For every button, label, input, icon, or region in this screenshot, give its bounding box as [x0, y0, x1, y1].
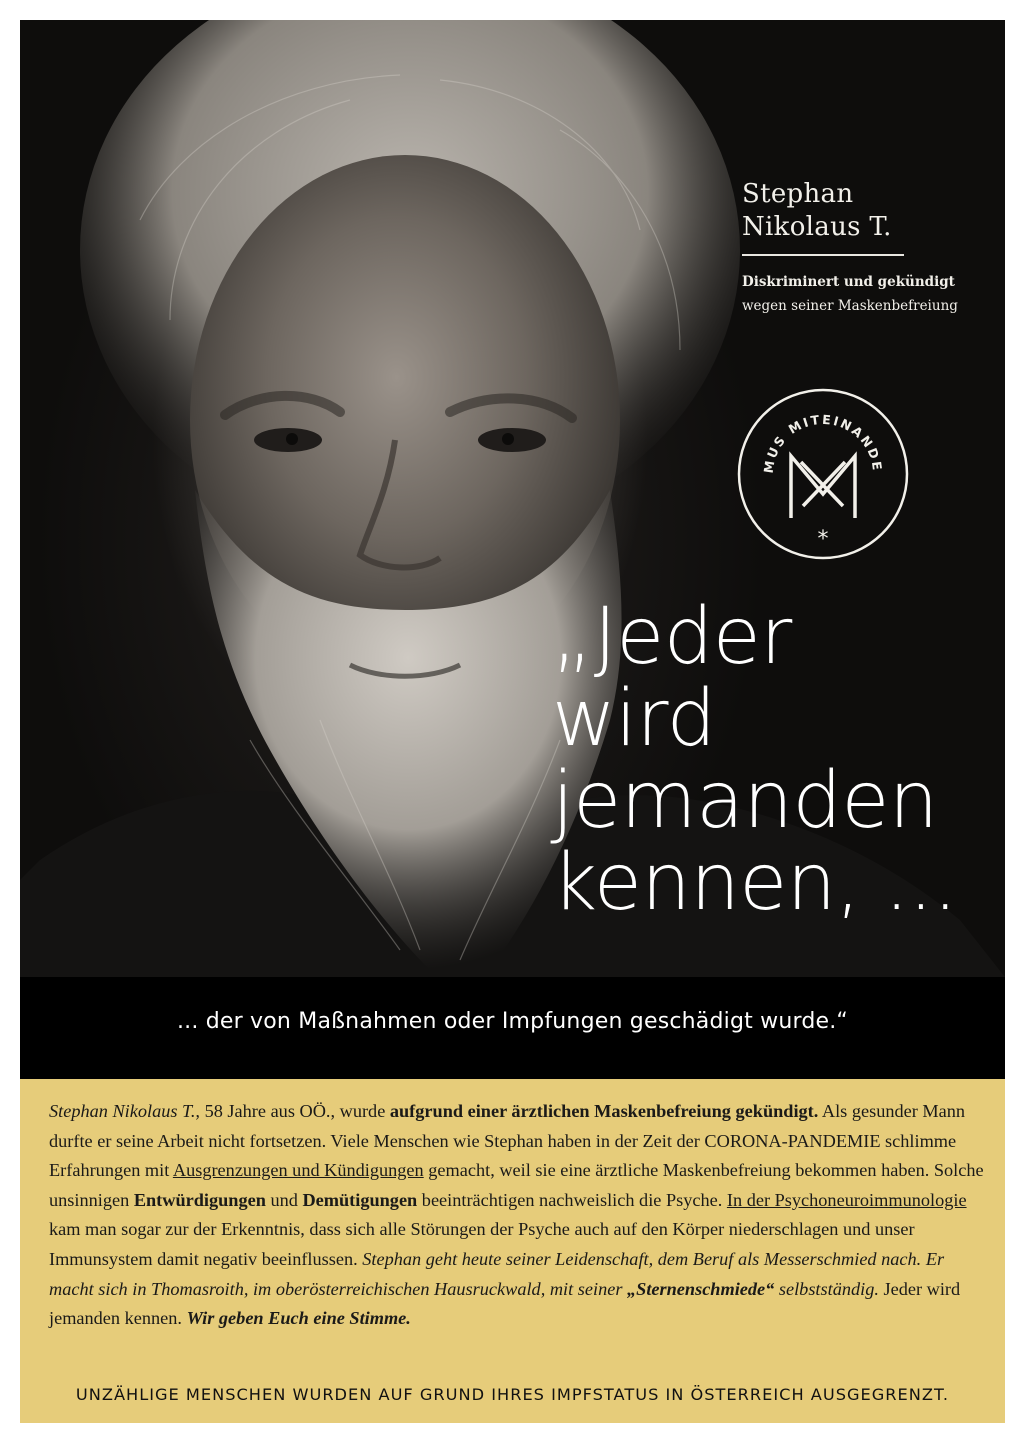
badge-star: * — [817, 527, 829, 552]
portrait-photo — [20, 20, 1005, 977]
headline-quote — [552, 592, 958, 928]
story-text-3: gemacht, weil sie eine ärztliche Maskenbefreiung bekommen haben. Solche unsinnigen — [49, 1160, 984, 1210]
poster — [20, 20, 1005, 1423]
story-text-7: Jeder wird jemanden kennen. — [49, 1278, 961, 1329]
story-text-1: 58 Jahre aus OÖ., wurde — [200, 1101, 390, 1121]
story-italic-1: Stephan geht heute seiner Leidenschaft, dem Beruf als Messerschmied nach. Er macht sich in Thomasroith, im oberösterreichischen Hausruckwald, mit seiner — [49, 1248, 945, 1299]
story-bolditalic-1: „Sternenschmiede“ — [627, 1278, 775, 1299]
logo-badge — [735, 386, 911, 562]
logo-icon — [735, 386, 911, 562]
person-subtitle: wegen seiner Maskenbefreiung — [742, 297, 958, 314]
story-text-5: kam man sogar zur der Erkenntnis, dass sich alle Störungen der Psyche auch auf den Körper niederschlagen und unser Immunsystem damit negativ beeinflussen. — [49, 1219, 915, 1269]
story-closing: Wir geben Euch eine Stimme. — [186, 1308, 411, 1329]
person-name-first: Stephan — [742, 179, 854, 209]
story-link-exclusion[interactable]: Ausgrenzungen und Kündigungen — [172, 1160, 424, 1181]
divider — [742, 254, 904, 256]
quote-line-1: „Jeder — [552, 592, 792, 682]
person-name-last: Nikolaus T. — [742, 212, 892, 242]
story-link-pni[interactable]: In der Psychoneuroimmunologie — [726, 1189, 967, 1210]
story-bold-2: Demütigungen — [302, 1189, 418, 1210]
story-bold-1: Entwürdigungen — [133, 1189, 266, 1210]
quote-line-3: jemanden — [552, 756, 938, 846]
footer-statement: UNZÄHLIGE MENSCHEN WURDEN AUF GRUND IHRES IMPFSTATUS IN ÖSTERREICH AUSGEGRENZT. — [75, 1385, 950, 1404]
quote-continuation-bar — [20, 977, 1005, 1079]
story-key-fact: aufgrund einer ärztlichen Maskenbefreiung gekündigt. — [389, 1101, 819, 1121]
person-info — [742, 178, 982, 318]
story-panel — [20, 1079, 1005, 1423]
story-text — [49, 1097, 984, 1334]
story-name: Stephan Nikolaus T., — [49, 1101, 200, 1121]
quote-line-4: kennen, ... — [552, 838, 958, 928]
person-subtitle-bold: Diskriminert und gekündigt — [742, 273, 955, 290]
story-text-2: Als gesunder Mann durfte er seine Arbeit nicht fortsetzen. Viele Menschen wie Stephan haben in der Zeit der CORONA-PANDEMIE schlimme Erfahrungen mit — [49, 1101, 966, 1181]
quote-line-2: wird — [552, 674, 716, 764]
story-text-and: und — [265, 1189, 303, 1210]
story-italic-2: selbstständig. — [774, 1278, 879, 1299]
story-text-4: beeinträchtigen nachweislich die Psyche. — [417, 1189, 727, 1210]
badge-ring-text: MUS MITEINANDE — [760, 411, 886, 475]
quote-continuation: ... der von Maßnahmen oder Impfungen geschädigt wurde.“ — [176, 1008, 849, 1034]
